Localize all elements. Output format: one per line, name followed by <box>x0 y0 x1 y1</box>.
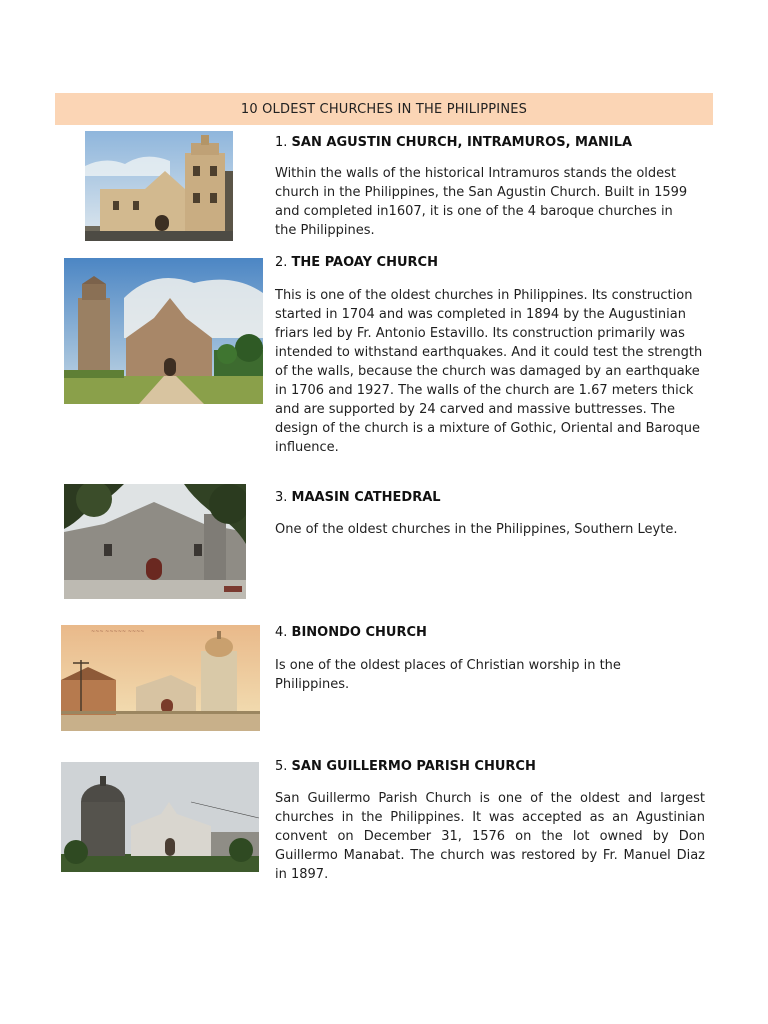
san-agustin-church-photo <box>85 131 233 241</box>
entry-5-description: San Guillermo Parish Church is one of the oldest and largest churches in the Philippines. It was accepted as an Agustinian convent on December 31, 1576 on the lot owned by Don Guillermo Manabat. The church was restored by Fr. Manuel Diaz in 1897. <box>275 791 705 882</box>
entry-4-name: BINONDO CHURCH <box>291 625 427 640</box>
entry-1-number: 1. <box>275 135 288 150</box>
entry-5-heading <box>275 759 536 774</box>
paoay-church-photo <box>64 258 263 404</box>
maasin-cathedral-photo <box>64 484 246 599</box>
entry-5-number: 5. <box>275 759 288 774</box>
entry-4-heading <box>275 625 427 640</box>
entry-2-description: This is one of the oldest churches in Philippines. Its construction started in 1704 and was completed in 1894 by the Augustinian friars led by Fr. Antonio Estavillo. Its construction primarily was intended to withstand earthquakes. And it could test the strength of the walls, because the church was damaged by an earthquake in 1706 and 1927. The walls of the church are 1.67 meters thick and are supported by 24 carved and massive buttresses. The design of the church is a mixture of Gothic, Oriental and Baroque influence. <box>275 288 703 455</box>
entry-1-description: Within the walls of the historical Intramuros stands the oldest church in the Philippines, the San Agustin Church. Built in 1599 and completed in1607, it is one of the 4 baroque churches in the Philippines. <box>275 166 688 238</box>
entry-4-number: 4. <box>275 625 288 640</box>
document-title <box>55 93 713 125</box>
entry-5-name: SAN GUILLERMO PARISH CHURCH <box>291 759 536 774</box>
document-title-text: 10 OLDEST CHURCHES IN THE PHILIPPINES <box>240 101 528 117</box>
entry-1-heading <box>275 135 632 150</box>
entry-3-description: One of the oldest churches in the Philippines, Southern Leyte. <box>275 522 678 537</box>
entry-3-name: MAASIN CATHEDRAL <box>291 490 441 505</box>
entry-2-heading <box>275 255 438 270</box>
svg-text:~~~ ~~~~~ ~~~~: ~~~ ~~~~~ ~~~~ <box>91 629 145 635</box>
entry-3-heading <box>275 490 441 505</box>
entry-3-number: 3. <box>275 490 288 505</box>
san-guillermo-church-photo <box>61 762 259 872</box>
entry-4-description: Is one of the oldest places of Christian worship in the Philippines. <box>275 658 621 692</box>
entry-2-number: 2. <box>275 255 288 270</box>
entry-2-name: THE PAOAY CHURCH <box>291 255 438 270</box>
entry-1-name: SAN AGUSTIN CHURCH, INTRAMUROS, MANILA <box>291 135 633 150</box>
binondo-church-photo <box>61 625 260 731</box>
